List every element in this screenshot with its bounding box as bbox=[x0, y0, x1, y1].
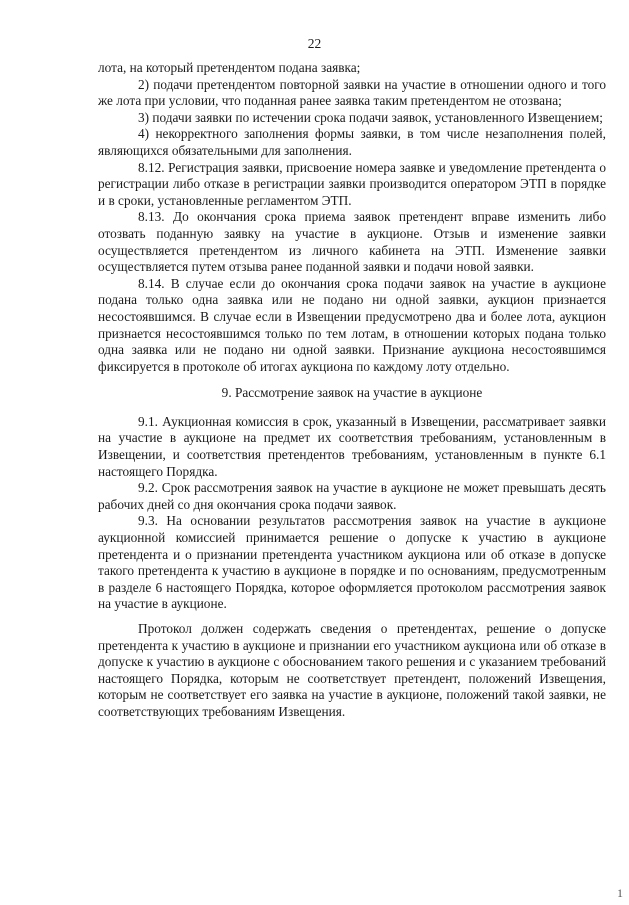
paragraph-9-2: 9.2. Срок рассмотрения заявок на участие в аукционе не может превышать десять рабочих дней со дня окончания срока подачи заявок. bbox=[98, 480, 606, 512]
paragraph-9-1: 9.1. Аукционная комиссия в срок, указанный в Извещении, рассматривает заявки на участие в аукционе на предмет их соответствия требованиям, установленным в Извещении, и соответствия претендентов требованиям, установленным в пункте 6.1 настоящего Порядка. bbox=[98, 413, 606, 479]
paragraph-repeat-application: 2) подачи претендентом повторной заявки на участие в отношении одного и того же лота при условии, что поданная ранее заявка таким претендентом не отозвана; bbox=[98, 76, 606, 109]
paragraph-protocol: Протокол должен содержать сведения о претендентах, решение о допуске претендента к участию в аукционе и признании его участником аукциона или об отказе в допуске к участию в аукционе с обоснованием такого решения и с указанием требований настоящего Порядка, которым не соответствует претендент, положений Извещения, которым не соответствует его заявка на участие в аукционе, положений такой заявки, не соответствующих требованиям Извещения. bbox=[98, 621, 606, 719]
paragraph-8-13: 8.13. До окончания срока приема заявок претендент вправе изменить либо отозвать поданную заявку на участие в аукционе. Отзыв и изменение заявки осуществляется претендентом из личного кабинета на ЭТП. Изменение заявки осуществляется путем отзыва ранее поданной заявки и подачи новой заявки. bbox=[98, 209, 606, 275]
document-body bbox=[98, 60, 606, 721]
paragraph-late-application: 3) подачи заявки по истечении срока подачи заявок, установленного Извещением; bbox=[138, 109, 603, 125]
paragraph-incorrect-form: 4) некорректного заполнения формы заявки, в том числе незаполнения полей, являющихся обязательными для заполнения. bbox=[98, 126, 606, 158]
paragraph-9-3: 9.3. На основании результатов рассмотрения заявок на участие в аукционе аукционной комиссией принимается решение о допуске к участию в аукционе претендента и о признании претендента участником аукциона или об отказе в допуске такого претендента к участию в аукционе в порядке и по основаниям, предусмотренным в разделе 6 настоящего Порядка, которое оформляется протоколом рассмотрения заявок на участие в аукционе. bbox=[98, 513, 606, 612]
corner-mark: 1 bbox=[617, 886, 623, 900]
paragraph-8-14: 8.14. В случае если до окончания срока подачи заявок на участие в аукционе подана только одна заявка или не подано ни одной заявки, аукцион признается несостоявшимся. В случае если в Извещении предусмотрено два и более лота, аукцион признается несостоявшимся только по тем лотам, в отношении которых подана только одна заявка или не подано ни одной заявки. Признание аукциона несостоявшимся фиксируется в протоколе об итогах аукциона по каждому лоту отдельно. bbox=[98, 275, 606, 374]
page-number: 22 bbox=[307, 36, 322, 51]
paragraph-8-12: 8.12. Регистрация заявки, присвоение номера заявке и уведомление претендента о регистрации либо отказе в регистрации заявки производится оператором ЭТП в порядке и в сроки, установленные регламентом ЭТП. bbox=[98, 159, 606, 208]
section-heading: 9. Рассмотрение заявок на участие в аукционе bbox=[221, 385, 483, 401]
paragraph-lot-continuation: лота, на который претендентом подана заявка; bbox=[98, 60, 361, 75]
